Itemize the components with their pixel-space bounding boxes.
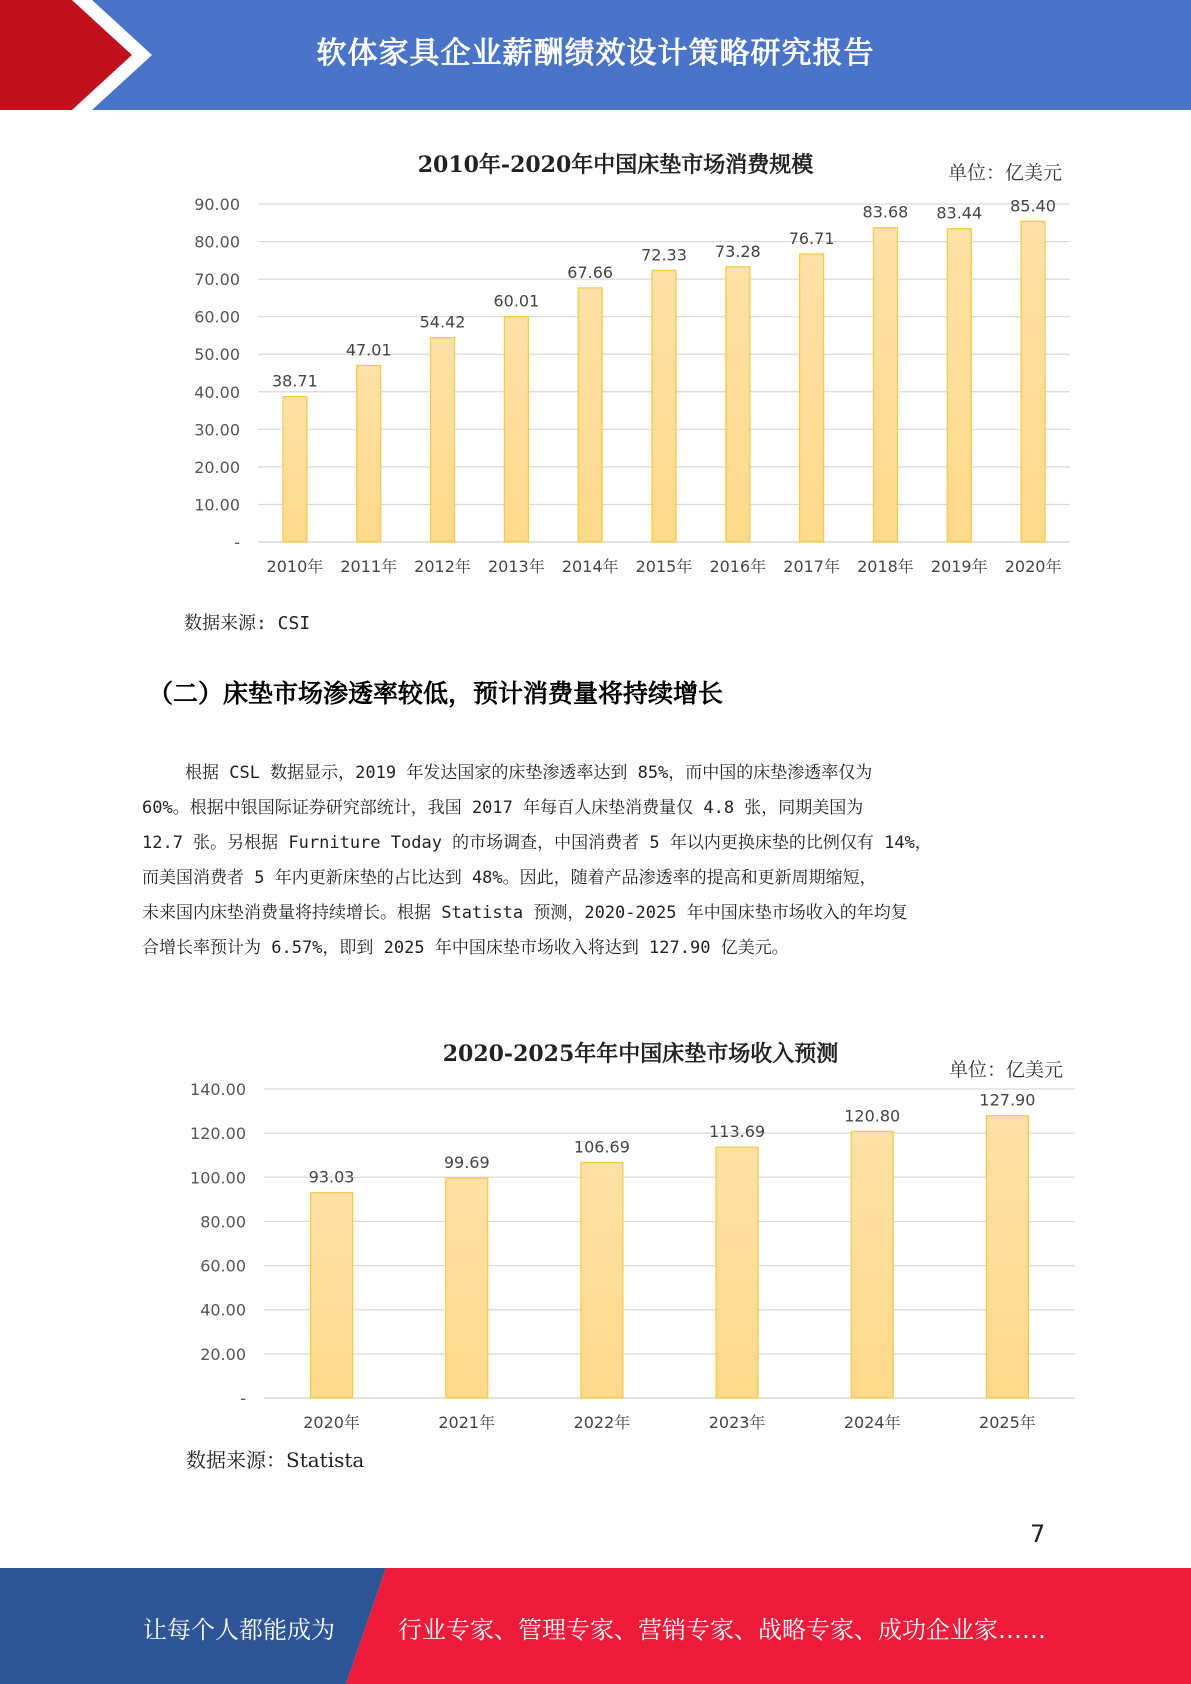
chart1-data-label: 83.68	[862, 202, 909, 222]
chart1-x-tick-label: 2019年	[930, 557, 988, 576]
chart1-x-tick-label: 2011年	[340, 557, 398, 576]
chart2-y-tick-label: 140.00	[190, 1080, 246, 1099]
chart1-y-tick-label: 40.00	[194, 382, 240, 402]
chart1-x-tick-label: 2010年	[266, 557, 324, 576]
chart1-y-tick-label: 90.00	[194, 195, 240, 214]
page-number: 7	[1030, 1520, 1046, 1548]
chart1-y-tick-label: 70.00	[194, 270, 240, 290]
chart1-data-label: 38.71	[272, 371, 318, 391]
chart1-x-tick-label: 2018年	[857, 557, 914, 576]
body-line: 60%。根据中银国际证券研究部统计，我国 2017 年每百人床垫消费量仅 4.8 张，同期美国为	[142, 798, 864, 818]
chart1-x-tick-label: 2017年	[783, 557, 841, 576]
section-heading: （二）床垫市场渗透率较低，预计消费量将持续增长	[148, 679, 724, 708]
chart1-data-label: 73.28	[714, 241, 761, 261]
chart2-title: 2020-2025年年中国床垫市场收入预测	[442, 1041, 839, 1067]
section-body	[142, 756, 1062, 966]
chart1-x-tick-label: 2013年	[487, 557, 545, 576]
chart1-source: 数据来源: CSI	[184, 613, 311, 634]
chart1-x-tick-label: 2014年	[561, 557, 619, 576]
chart1-y-tick-label: 60.00	[194, 307, 240, 327]
chart1-y-tick-label: 50.00	[194, 345, 240, 365]
chart2-bar	[581, 1163, 623, 1398]
chart-mattress-consumption	[0, 134, 1191, 594]
footer-slogan-left: 让每个人都能成为	[143, 1616, 335, 1644]
chart2-plot	[0, 1027, 1191, 1447]
chart2-data-label: 113.69	[709, 1122, 766, 1142]
chart1-bar	[1021, 221, 1045, 542]
chart2-data-label: 93.03	[308, 1167, 355, 1187]
chart2-x-tick-label: 2021年	[438, 1413, 496, 1432]
chart2-data-label: 106.69	[573, 1137, 630, 1157]
chart1-bar	[726, 267, 750, 542]
report-title: 软体家具企业薪酬绩效设计策略研究报告	[316, 36, 875, 71]
chart1-unit-label: 单位：亿美元	[948, 162, 1063, 184]
chart2-x-tick-label: 2023年	[708, 1413, 766, 1432]
chart1-data-label: 76.71	[788, 228, 835, 248]
chart1-bar	[431, 338, 455, 542]
body-line: 12.7 张。另根据 Furniture Today 的市场调查，中国消费者 5 年以内更换床垫的比例仅有 14%，	[142, 833, 932, 853]
chart1-title: 2010年-2020年中国床垫市场消费规模	[417, 152, 814, 178]
body-line: 根据 CSL 数据显示，2019 年发达国家的床垫渗透率达到 85%，而中国的床垫渗透率仅为	[185, 763, 873, 783]
chart1-bar	[652, 270, 676, 542]
chart1-x-tick-label: 2020年	[1004, 557, 1062, 576]
chart1-y-tick-label: 10.00	[194, 495, 240, 515]
chart2-x-tick-label: 2024年	[843, 1413, 901, 1432]
chart1-bar	[578, 288, 602, 542]
chart2-data-label: 120.80	[844, 1106, 901, 1126]
chart1-bar	[873, 228, 897, 542]
footer-slogan-right: 行业专家、管理专家、营销专家、战略专家、成功企业家……	[398, 1616, 1046, 1644]
chart2-bar	[716, 1147, 758, 1398]
chart2-bar	[311, 1193, 353, 1398]
chart1-bar	[357, 365, 381, 542]
chart2-source: 数据来源：Statista	[186, 1448, 365, 1472]
chart1-x-tick-label: 2012年	[414, 557, 471, 576]
chart1-x-tick-label: 2016年	[709, 557, 767, 576]
page-header	[0, 0, 1191, 110]
chart2-data-label: 127.90	[979, 1090, 1036, 1110]
chart1-y-tick-label: 20.00	[194, 457, 240, 477]
chart-mattress-revenue-forecast	[0, 1027, 1191, 1447]
chart2-y-tick-label: -	[240, 1389, 246, 1408]
chart2-y-tick-label: 100.00	[190, 1168, 246, 1188]
chart1-data-label: 60.01	[493, 291, 540, 311]
chart1-data-label: 47.01	[345, 340, 392, 360]
chart1-data-label: 83.44	[936, 203, 983, 223]
chart2-bar	[851, 1131, 893, 1398]
chart2-y-tick-label: 60.00	[200, 1256, 246, 1276]
chart1-data-label: 72.33	[641, 245, 687, 265]
chart1-y-tick-label: 30.00	[194, 420, 240, 440]
chart2-y-tick-label: 20.00	[200, 1344, 246, 1364]
chart1-data-label: 67.66	[567, 262, 614, 282]
chart1-bar	[947, 229, 971, 542]
chart1-bar	[504, 317, 528, 542]
body-line: 合增长率预计为 6.57%，即到 2025 年中国床垫市场收入将达到 127.90 亿美元。	[142, 938, 789, 958]
chart2-bar	[446, 1178, 488, 1398]
body-line: 未来国内床垫消费量将持续增长。根据 Statista 预测，2020-2025 年中国床垫市场收入的年均复	[142, 903, 908, 923]
chart2-x-tick-label: 2020年	[303, 1413, 360, 1432]
chart2-x-tick-label: 2025年	[979, 1413, 1036, 1432]
chart2-unit-label: 单位：亿美元	[949, 1059, 1064, 1081]
page-footer	[0, 1568, 1191, 1684]
chart1-y-tick-label: -	[234, 533, 240, 552]
chart2-bar	[986, 1116, 1028, 1398]
chart2-y-tick-label: 80.00	[200, 1212, 246, 1232]
chart2-data-label: 99.69	[443, 1152, 490, 1172]
chart2-y-tick-label: 40.00	[200, 1300, 246, 1320]
chart1-y-tick-label: 80.00	[194, 232, 240, 252]
chart1-bar	[283, 397, 307, 542]
chart2-y-tick-label: 120.00	[190, 1124, 246, 1144]
chart1-x-tick-label: 2015年	[635, 557, 693, 576]
chart1-plot	[0, 134, 1191, 594]
chart1-data-label: 85.40	[1010, 196, 1056, 216]
chart2-x-tick-label: 2022年	[573, 1413, 631, 1432]
chart1-bar	[800, 254, 824, 542]
body-line: 而美国消费者 5 年内更新床垫的占比达到 48%。因此，随着产品渗透率的提高和更新周期缩短，	[142, 868, 877, 888]
chart1-data-label: 54.42	[419, 312, 466, 332]
